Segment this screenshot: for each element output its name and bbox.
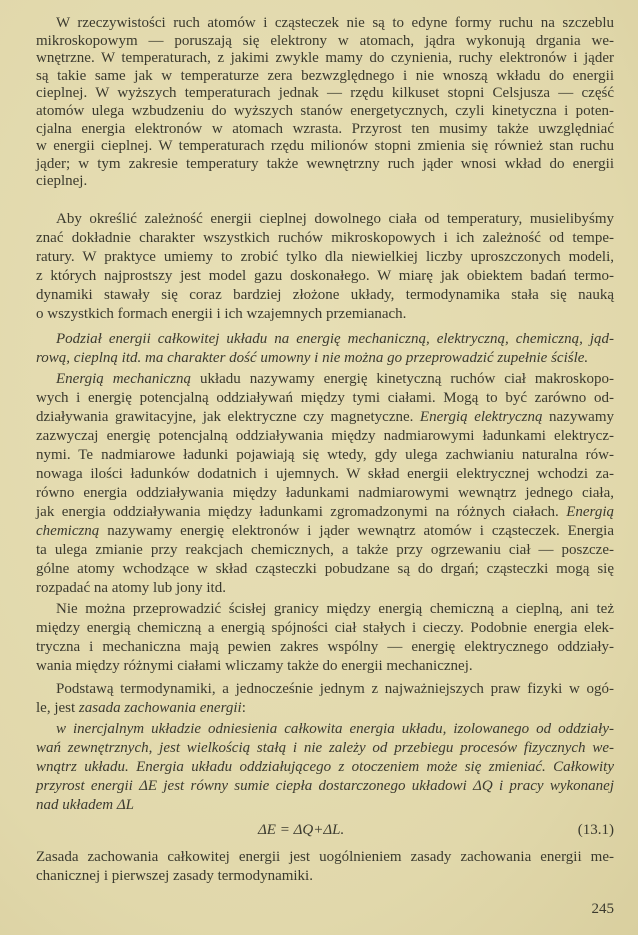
paragraph-thermal-energy bbox=[36, 210, 614, 324]
text-line bbox=[36, 777, 614, 796]
text-line: cieplnej. bbox=[36, 173, 88, 190]
text-line: cjalna energia elektronów w atomach wzrasta. Przyrost ten musimy także uwzględniać bbox=[36, 120, 614, 137]
paragraph-conservation-law bbox=[36, 720, 614, 815]
italic-text: Energią mechaniczną bbox=[56, 371, 192, 387]
text-line: między energią chemiczną a energią spójności ciał stałych i cieczy. Podobnie energia elek- bbox=[36, 620, 614, 636]
text-line: wnętrzne. W temperaturach, z jakimi zwykle mamy do czynienia, ruchy elektronów i jąder bbox=[36, 50, 614, 67]
text-line: znać dokładnie charakter wszystkich ruchów mikroskopowych i ich zależność od tempe- bbox=[36, 230, 614, 246]
text-line bbox=[36, 370, 614, 389]
text-line: z których najprostszy jest model gazu doskonałego. W miarę jak obiektem badań termo- bbox=[36, 268, 614, 284]
text-line: gólne atomy wchodzące w skład cząsteczki pobudzane są do drgań; cząsteczki mogą się bbox=[36, 561, 614, 577]
text-line: nowaga ilości ładunków dodatnich i ujemnych. W skład energii elektrycznej wchodzi za- bbox=[36, 466, 614, 482]
text-line bbox=[36, 758, 614, 777]
italic-text: Energią bbox=[566, 504, 614, 520]
text-line bbox=[36, 349, 614, 368]
text-line: Nie można przeprowadzić ścisłej granicy między energią chemiczną a cieplną, ani też bbox=[56, 601, 614, 617]
text-line: równo energia oddziaływania między ładunkami nadmiarowymi wewnątrz jednego ciała, bbox=[36, 485, 614, 501]
equation-number: (13.1) bbox=[577, 822, 614, 838]
italic-text: rową, cieplną itd. ma charakter dość umowny i nie można go przeprowadzić zupełnie ściśle. bbox=[36, 350, 589, 366]
paragraph-microscopic-motion bbox=[36, 15, 614, 191]
text-line bbox=[36, 330, 614, 349]
text-line bbox=[36, 796, 614, 815]
text-line: dynamiki stawały się coraz bardziej złożone układy, termodynamika stała się nauką bbox=[36, 287, 614, 303]
paragraph-energy-types bbox=[36, 370, 614, 598]
italic-text: Energią elektryczną bbox=[419, 409, 543, 425]
italic-text: chemiczną bbox=[36, 523, 100, 539]
text-segment: nazywamy energię elektronów i jąder wewnątrz atomów i cząsteczek. Energia bbox=[99, 523, 614, 539]
paragraph-conclusion bbox=[36, 848, 614, 886]
text-line: wych i energię potencjalną oddziaływań między tymi ciałami. Mogą to być zarówno od- bbox=[36, 390, 614, 406]
text-segment: le, jest bbox=[36, 700, 79, 716]
text-line: są takie same jak w temperaturze zera bezwzględnego i nie wnoszą wkładu do energii bbox=[36, 67, 614, 84]
text-segment: układu nazywamy energię kinetyczną ruchów ciał makroskopo- bbox=[191, 371, 614, 387]
page-number: 245 bbox=[591, 901, 614, 917]
paragraph-energy-division bbox=[36, 330, 614, 368]
text-line: rozpadać na atomy lub jony itd. bbox=[36, 580, 226, 596]
paragraph-boundaries bbox=[36, 600, 614, 676]
text-line bbox=[36, 503, 614, 522]
text-line bbox=[36, 699, 614, 718]
text-line: zazwyczaj energię potencjalną oddziaływania między nadmiarowymi ładunkami elektrycz- bbox=[36, 428, 614, 444]
equation-formula: ΔE = ΔQ+ΔL. bbox=[258, 822, 345, 838]
text-line bbox=[36, 408, 614, 427]
text-line: Podstawą termodynamiki, a jednocześnie jednym z najważniejszych praw fizyki w ogó- bbox=[56, 681, 614, 697]
text-line: Aby określić zależność energii cieplnej dowolnego ciała od temperatury, musielibyśmy bbox=[56, 211, 614, 227]
italic-text: w inercjalnym układzie odniesienia całkowita energia układu, izolowanego od oddziały- bbox=[56, 721, 614, 737]
text-line: wania między różnymi ciałami wliczamy także do energii mechanicznej. bbox=[36, 658, 473, 674]
text-line: tryczna i mechaniczna mają pewien zakres wspólny — energię elektrycznego oddziały- bbox=[36, 639, 614, 655]
text-segment: jak energia oddziaływania między ładunkami zgromadzonymi na różnych ciałach. bbox=[36, 504, 567, 520]
text-segment: : bbox=[241, 700, 246, 716]
text-line: ratury. W praktyce umiemy to zrobić tylko dla niewielkiej liczby uproszczonych modeli, bbox=[36, 249, 614, 265]
text-line: mikroskopowym — poruszają się elektrony w atomach, jądra wykonują drgania we- bbox=[36, 32, 614, 49]
text-line: atomów ulega wzbudzeniu do wyższych stanów energetycznych, czyli kinetyczna i poten- bbox=[36, 102, 614, 119]
text-line: W rzeczywistości ruch atomów i cząsteczek nie są to edyne formy ruchu na szczeblu bbox=[56, 15, 614, 31]
paragraph-conservation-intro bbox=[36, 680, 614, 718]
text-line: w energii cieplnej. W temperaturach rzędu milionów stopni zmienia się również stan ruchu bbox=[36, 138, 614, 155]
text-line bbox=[36, 720, 614, 739]
italic-text: nad układem ΔL bbox=[36, 797, 134, 813]
italic-text: wnątrz układu. Energia układu oddziałującego z otoczeniem może się zmieniać. Całkowity bbox=[36, 759, 614, 775]
italic-text: przyrost energii ΔE jest równy sumie ciepła dostarczonego układowi ΔQ i pracy wykonanej bbox=[36, 778, 614, 794]
text-line: ta ulega zmianie przy reakcjach chemicznych, a także przy ogrzewaniu ciał — poszcze- bbox=[36, 542, 614, 558]
text-line bbox=[36, 739, 614, 758]
italic-text: Podział energii całkowitej układu na energię mechaniczną, elektryczną, chemiczną, jąd- bbox=[56, 331, 614, 347]
italic-text: wań zewnętrznych, jest wielkością stałą i nie zależy od przebiegu procesów fizycznych we- bbox=[36, 740, 614, 756]
text-segment: działywania grawitacyjne, jak elektryczne czy magnetyczne. bbox=[36, 409, 420, 425]
text-line: jąder; w tym zakresie temperatury także wewnętrzny ruch jąder wnosi wkład do energii bbox=[36, 155, 614, 172]
text-line: Zasada zachowania całkowitej energii jest uogólnieniem zasady zachowania energii me- bbox=[36, 849, 614, 865]
italic-text: zasada zachowania energii bbox=[78, 700, 242, 716]
text-line: cieplnej. W wyższych temperaturach jednak — rzędu kilkuset stopni Celsjusza — część bbox=[36, 85, 614, 102]
text-segment: nazywamy bbox=[542, 409, 614, 425]
text-line: o wszystkich formach energii i ich wzajemnych przemianach. bbox=[36, 306, 407, 322]
text-line: nymi. Te nadmiarowe ładunki pojawiają się wtedy, gdy ulega zachwianiu naturalna rów- bbox=[36, 447, 614, 463]
equation-13-1 bbox=[36, 822, 614, 842]
text-line: chanicznej i pierwszej zasady termodynamiki. bbox=[36, 868, 313, 884]
text-line bbox=[36, 522, 614, 541]
